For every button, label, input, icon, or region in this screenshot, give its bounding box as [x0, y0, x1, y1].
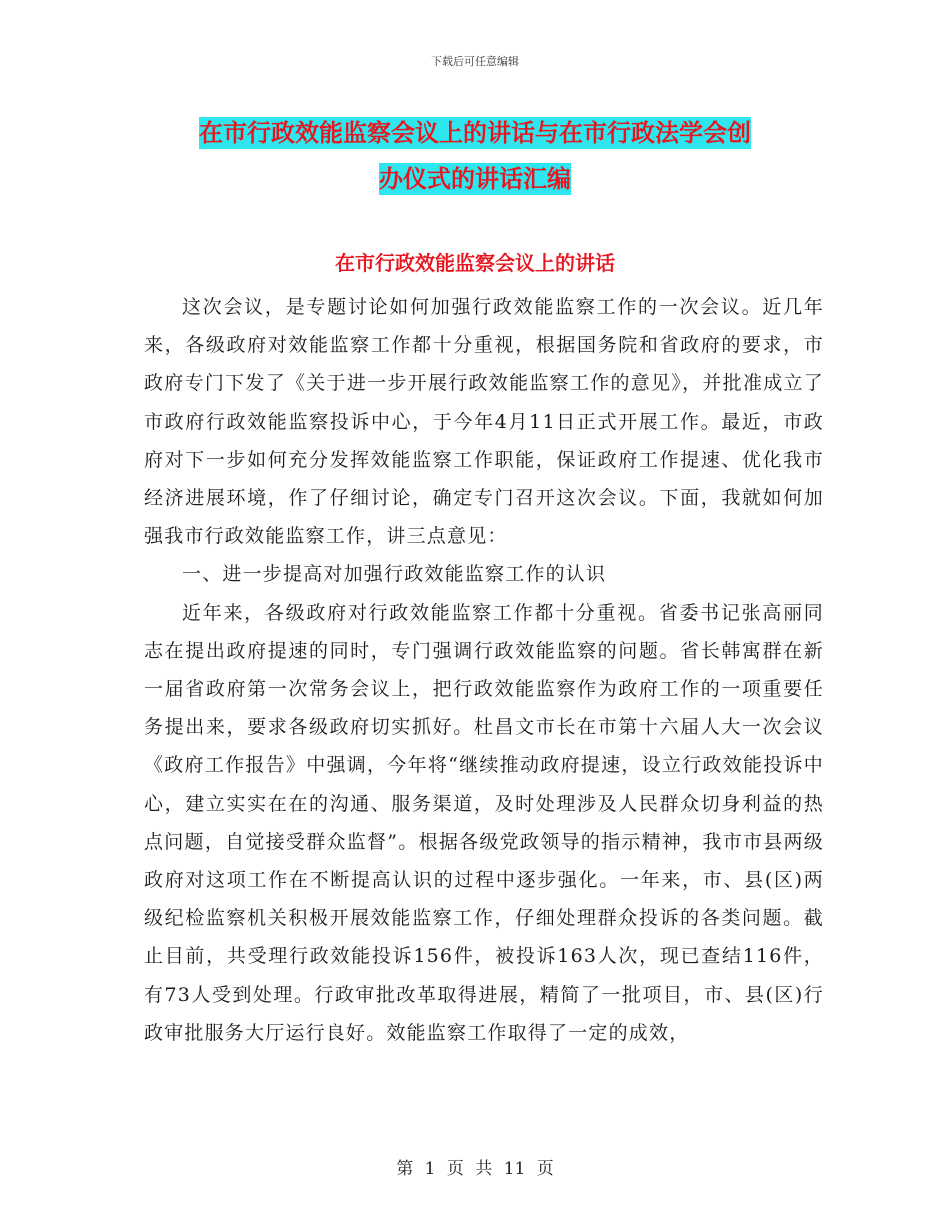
page-footer: 第 1 页 共 11 页: [396, 1159, 554, 1179]
paragraph: 这次会议，是专题讨论如何加强行政效能监察工作的一次会议。近几年来，各级政府对效能监察工作都十分重视，根据国务院和省政府的要求，市政府专门下发了《关于进一步开展行政效能监察工作的意见》，并批准成立了市政府行政效能监察投诉中心，于今年4月11日正式开展工作。最近，市政府对下一步如何充分发挥效能监察工作职能，保证政府工作提速、优化我市经济进展环境，作了仔细讨论，确定专门召开这次会议。下面，我就如何加强我市行政效能监察工作，讲三点意见：: [144, 296, 824, 548]
body-text: [144, 288, 824, 1052]
header-note: 下载后可任意编辑: [431, 55, 519, 68]
paragraph: 一、进一步提高对加强行政效能监察工作的认识: [182, 563, 607, 586]
paragraph: 近年来，各级政府对行政效能监察工作都十分重视。省委书记张高丽同志在提出政府提速的同时，专门强调行政效能监察的问题。省长韩寓群在新一届省政府第一次常务会议上，把行政效能监察作为政府工作的一项重要任务提出来，要求各级政府切实抓好。杜昌文市长在市第十六届人大一次会议《政府工作报告》中强调，今年将“继续推动政府提速，设立行政效能投诉中心，建立实实在在的沟通、服务渠道，及时处理涉及人民群众切身利益的热点问题，自觉接受群众监督”。根据各级党政领导的指示精神，我市市县两级政府对这项工作在不断提高认识的过程中逐步强化。一年来，市、县(区)两级纪检监察机关积极开展效能监察工作，仔细处理群众投诉的各类问题。截止目前，共受理行政效能投诉156件，被投诉163人次，现已查结116件，有73人受到处理。行政审批改革取得进展，精简了一批项目，市、县(区)行政审批服务大厅运行良好。效能监察工作取得了一定的成效，: [144, 601, 824, 1044]
document-title: [142, 110, 808, 202]
section-title: 在市行政效能监察会议上的讲话: [335, 251, 615, 275]
document-title-line2: 办仪式的讲话汇编: [379, 165, 571, 193]
document-title-line1: 在市行政效能监察会议上的讲话与在市行政法学会创: [199, 119, 751, 147]
